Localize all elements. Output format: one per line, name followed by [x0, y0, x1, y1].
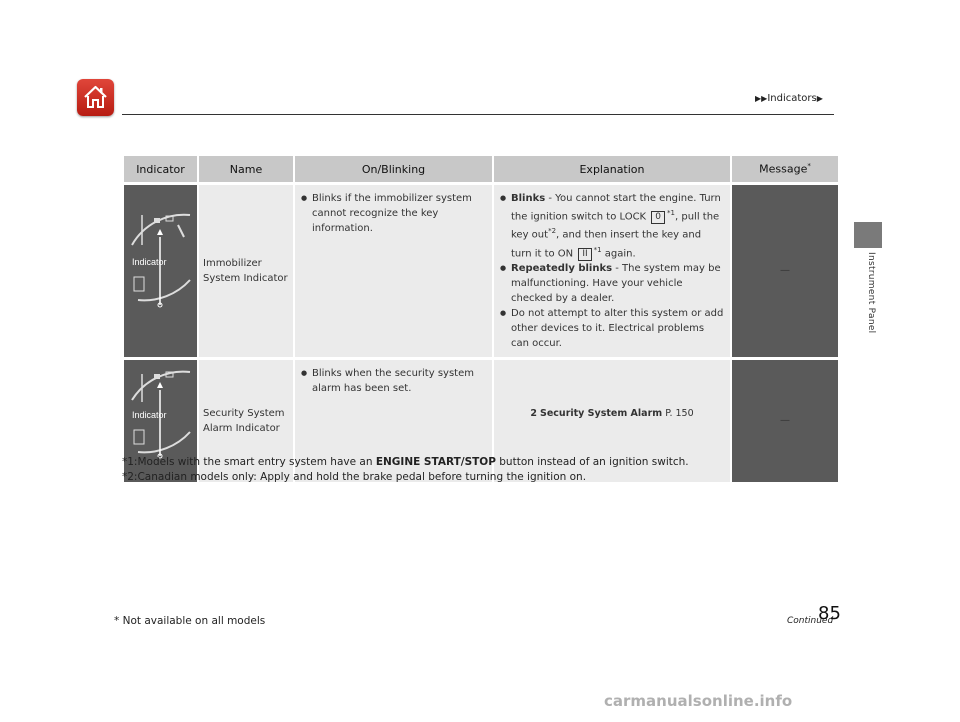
cross-reference-link[interactable]: 2 Security System Alarm P. 150: [530, 407, 694, 419]
list-item: ● Blinks - You cannot start the engine. Turn the ignition switch to LOCK 0 $^{*1}$, pull the key out$^{*2}$, and then insert the key and turn it to ON II $^{*1}$ again.: [500, 191, 724, 261]
list-item: ● Blinks when the security system alarm has been set.: [301, 366, 486, 396]
indicator-callout-label: Indicator: [132, 409, 167, 420]
indicator-name: System Indicator: [203, 272, 288, 284]
home-button[interactable]: [77, 79, 114, 116]
indicator-name: Immobilizer: [203, 257, 262, 269]
table-row: [124, 185, 838, 360]
breadcrumb-arrow-icon: ▶▶: [755, 94, 768, 103]
message-cell: —: [732, 360, 838, 482]
indicator-callout-label: Indicator: [132, 257, 167, 267]
name-cell: [199, 185, 293, 360]
table-header-row: [124, 156, 838, 185]
on-blinking-cell: [295, 185, 492, 360]
list-item: ● Repeatedly blinks - The system may be malfunctioning. Have your vehicle checked by a dealer.: [500, 261, 724, 306]
explanation-cell: [494, 185, 730, 360]
breadcrumb[interactable]: [755, 93, 823, 104]
indicator-image-cell: [124, 185, 197, 360]
breadcrumb-label: Indicators: [767, 93, 817, 104]
indicator-name: Alarm Indicator: [203, 422, 280, 434]
col-header-name: Name: [199, 156, 293, 185]
continued-label: Continued: [787, 616, 834, 626]
indicator-name: Security System: [203, 407, 285, 419]
watermark-text: carmanualsonline.info: [604, 692, 793, 710]
home-icon: [82, 84, 109, 111]
page-number: 85: [818, 603, 841, 624]
header-rule: [122, 114, 834, 115]
col-header-message: Message*: [732, 156, 838, 185]
col-header-indicator: Indicator: [124, 156, 197, 185]
instrument-cluster-icon: [124, 360, 197, 470]
footnote: *2:Canadian models only: Apply and hold the brake pedal before turning the ignition on.: [122, 471, 587, 483]
message-cell: —: [732, 185, 838, 360]
col-header-explanation: Explanation: [494, 156, 730, 185]
footnotes: [122, 455, 689, 485]
section-tab-marker[interactable]: [854, 222, 882, 248]
list-item: ● Do not attempt to alter this system or add other devices to it. Electrical problems can occur.: [500, 306, 724, 351]
lock-position-key: 0: [651, 211, 665, 224]
breadcrumb-arrow-icon: ▶: [816, 94, 823, 103]
section-tab-label: Instrument Panel: [866, 252, 876, 334]
footnote: *1:Models with the smart entry system have an ENGINE START/STOP button instead of an ignition switch.: [122, 456, 689, 468]
instrument-cluster-icon: [124, 185, 197, 339]
on-position-key: II: [578, 248, 591, 261]
col-header-on-blinking: On/Blinking: [295, 156, 492, 185]
reference-arrow-icon: 2: [530, 407, 537, 419]
indicator-table: [122, 156, 840, 482]
availability-note: * Not available on all models: [114, 615, 266, 627]
list-item: ● Blinks if the immobilizer system cannot recognize the key information.: [301, 191, 486, 236]
